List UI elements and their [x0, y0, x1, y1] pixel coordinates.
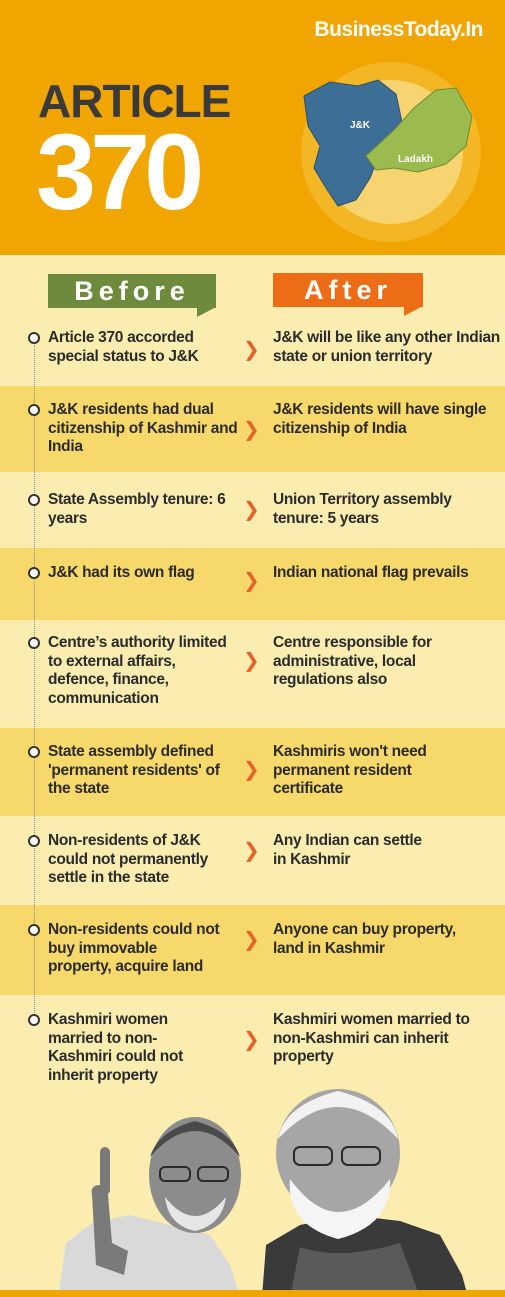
after-text: Indian national flag prevails	[273, 564, 469, 581]
bullet-icon	[28, 1014, 40, 1026]
after-header-tip	[404, 306, 423, 316]
after-text: Kashmiris won't need permanent resident certificate	[273, 743, 427, 797]
after-text: Union Territory assembly tenure: 5 years	[273, 491, 452, 527]
comparison-row	[0, 401, 505, 481]
comparison-row	[0, 832, 505, 912]
after-text: Centre responsible for administrative, local regulations also	[273, 634, 432, 688]
bottom-bar	[0, 1290, 505, 1297]
before-header: Before	[48, 274, 216, 308]
after-text: J&K will be like any other Indian state or union territory	[273, 329, 500, 365]
brand-logo: BusinessToday.In	[314, 18, 483, 41]
before-text: Article 370 accorded special status to J&K	[48, 329, 199, 365]
chevron-right-icon: ❯	[243, 840, 260, 862]
comparison-row	[0, 329, 505, 409]
after-text: Kashmiri women married to non-Kashmiri can inherit property	[273, 1011, 470, 1065]
map-label-ladakh: Ladakh	[398, 154, 434, 165]
before-text: State Assembly tenure: 6 years	[48, 491, 226, 527]
chevron-right-icon: ❯	[243, 650, 260, 672]
before-text: Non-residents of J&K could not permanently settle in the state	[48, 832, 208, 886]
before-text: J&K had its own flag	[48, 564, 195, 581]
title-article: ARTICLE	[38, 75, 231, 127]
bullet-icon	[28, 332, 40, 344]
chevron-right-icon: ❯	[243, 339, 260, 361]
bullet-icon	[28, 835, 40, 847]
before-header-tip	[197, 307, 216, 317]
bullet-icon	[28, 404, 40, 416]
comparison-row	[0, 743, 505, 823]
after-text: Anyone can buy property, land in Kashmir	[273, 921, 456, 957]
chevron-right-icon: ❯	[243, 570, 260, 592]
chevron-right-icon: ❯	[243, 419, 260, 441]
comparison-row	[0, 564, 505, 644]
chevron-right-icon: ❯	[243, 929, 260, 951]
map-jk-ladakh	[296, 60, 492, 242]
title-number: 370	[36, 111, 199, 232]
chevron-right-icon: ❯	[243, 499, 260, 521]
bullet-icon	[28, 567, 40, 579]
comparison-row	[0, 921, 505, 1001]
bullet-icon	[28, 746, 40, 758]
before-text: Centre’s authority limited to external affairs, defence, finance, communication	[48, 634, 227, 707]
comparison-row	[0, 491, 505, 571]
chevron-right-icon: ❯	[243, 1029, 260, 1051]
comparison-row	[0, 634, 505, 714]
left-figure-finger	[100, 1147, 110, 1195]
bullet-icon	[28, 637, 40, 649]
before-text: J&K residents had dual citizenship of Kashmir and India	[48, 401, 238, 455]
after-text: Any Indian can settle in Kashmir	[273, 832, 422, 868]
before-text: State assembly defined 'permanent residents' of the state	[48, 743, 220, 797]
right-figure	[262, 1089, 468, 1297]
before-text: Kashmiri women married to non-Kashmiri could not inherit property	[48, 1011, 183, 1084]
politicians-photo	[0, 1075, 505, 1297]
before-text: Non-residents could not buy immovable property, acquire land	[48, 921, 220, 975]
after-text: J&K residents will have single citizenship of India	[273, 401, 487, 437]
map-label-jk: J&K	[350, 120, 371, 131]
chevron-right-icon: ❯	[243, 759, 260, 781]
bullet-icon	[28, 924, 40, 936]
left-figure	[58, 1117, 241, 1297]
after-header: After	[273, 273, 423, 307]
bullet-icon	[28, 494, 40, 506]
